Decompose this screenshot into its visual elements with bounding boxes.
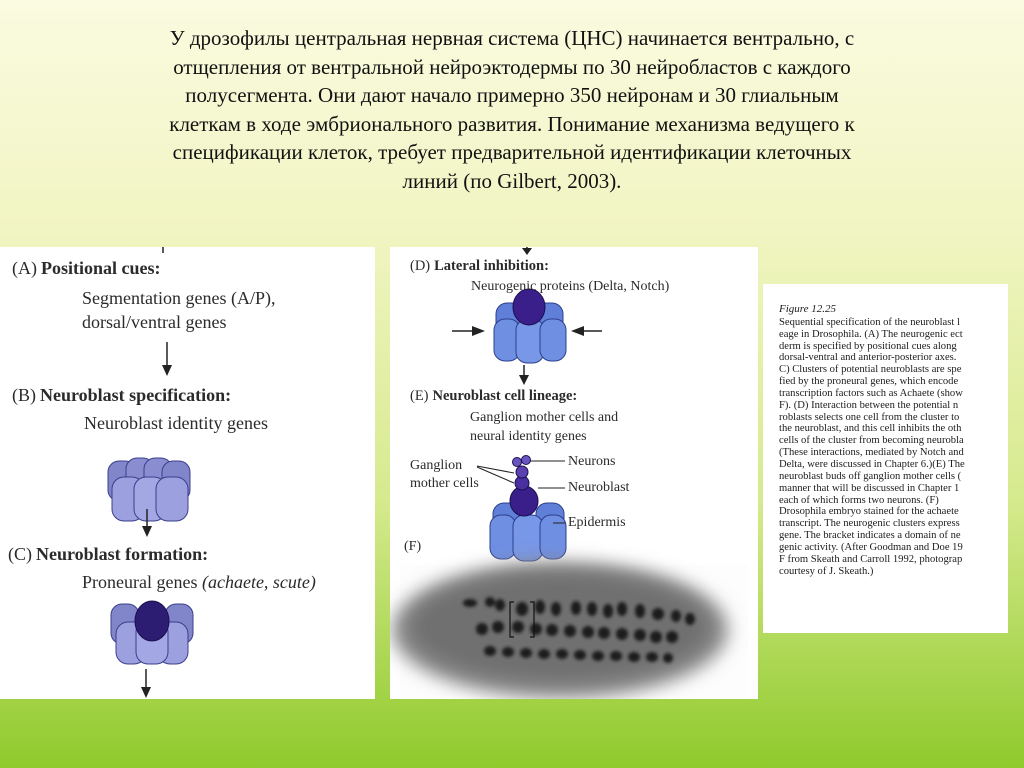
caption-line: genic activity. (After Goodman and Doe 19	[779, 541, 963, 553]
caption-line: gene. The bracket indicates a domain of ne	[779, 530, 961, 542]
arrow-c-down	[141, 669, 151, 698]
caption-line: neuroblast buds off ganglion mother cells (	[779, 470, 962, 482]
intro-line: полусегмента. Они дают начало примерно 350 нейронам и 30 глиальным	[185, 83, 839, 107]
caption-title: Figure 12.25	[779, 303, 837, 315]
panel-a-title: Positional cues:	[41, 258, 161, 278]
label-ganglion-1: Ganglion	[410, 458, 463, 473]
caption-line: F from Skeath and Carroll 1992, photograp	[779, 553, 963, 565]
panel-c-tag: (C)	[8, 544, 32, 564]
panel-c-line	[82, 572, 316, 593]
panel-c-title: Neuroblast formation:	[36, 544, 209, 564]
caption-line: (These interactions, mediated by Notch and	[779, 447, 964, 459]
cell-cluster-c	[111, 601, 193, 664]
panel-f-tag: (F)	[404, 539, 422, 554]
panel-b-line: Neuroblast identity genes	[84, 413, 268, 433]
intro-line: У дрозофилы центральная нервная система (ЦНС) начинается вентрально, с	[169, 26, 855, 50]
panel-b-heading	[12, 385, 231, 406]
panel-c-text: Proneural genes	[82, 572, 202, 592]
dark-neuroblast-cell	[135, 601, 169, 641]
caption-line: eage in Drosophila. (A) The neurogenic ect	[779, 328, 963, 340]
caption-line: derm is specified by positional cues along	[779, 340, 957, 352]
caption-line: each of which forms two neurons. (F)	[779, 494, 939, 506]
figure-panel-abc	[0, 247, 375, 699]
embryo-photo	[392, 562, 748, 698]
panel-d-title: Lateral inhibition:	[434, 258, 549, 274]
caption-line: Delta, were discussed in Chapter 6.)(E) The	[779, 458, 965, 470]
panel-e-line: Ganglion mother cells and	[470, 410, 619, 425]
panel-e-tag: (E)	[410, 388, 429, 404]
panel-a-heading	[12, 258, 161, 279]
panel-d-line: Neurogenic proteins (Delta, Notch)	[471, 279, 670, 294]
label-ganglion-2: mother cells	[410, 476, 479, 491]
cell-cluster-b	[108, 458, 190, 521]
caption-line: fied by the proneural genes, which encode	[779, 376, 959, 388]
cell-cluster-d	[452, 289, 602, 363]
arrow-a-to-b	[162, 342, 172, 376]
intro-line: клеткам в ходе эмбрионального развития. Понимание механизма ведущего к	[169, 111, 855, 136]
panel-b-title: Neuroblast specification:	[40, 385, 232, 405]
cell-lineage-e	[477, 456, 566, 562]
caption-line: C) Clusters of potential neuroblasts are spe	[779, 364, 962, 376]
caption-line: cells of the cluster from becoming neurobla	[779, 435, 964, 447]
panel-e-heading	[410, 388, 577, 405]
panel-d-tag: (D)	[410, 258, 431, 274]
intro-line: спецификации клеток, требует предварительной идентификации клеточных	[172, 140, 852, 164]
panel-d-heading	[410, 258, 549, 275]
figure-caption	[779, 304, 1008, 577]
intro-paragraph	[70, 24, 954, 195]
label-neuroblast: Neuroblast	[568, 480, 630, 495]
arrow-d-to-e	[519, 365, 529, 385]
caption-line: transcription factors such as Achaete (show	[779, 387, 963, 399]
panel-c-heading	[8, 544, 208, 565]
panel-e-title: Neuroblast cell lineage:	[432, 388, 578, 404]
panel-a-line: Segmentation genes (A/P),	[82, 288, 276, 308]
caption-line: manner that will be discussed in Chapter 1	[779, 482, 960, 494]
caption-line: transcript. The neurogenic clusters express	[779, 518, 960, 530]
arrow-top-stub	[522, 247, 532, 255]
intro-line: отщепления от вентральной нейроэктодермы по 30 нейробластов с каждого	[173, 54, 851, 79]
intro-line: линий (по Gilbert, 2003).	[402, 168, 622, 193]
caption-line: F). (D) Interaction between the potential n	[779, 399, 959, 411]
figure-panel-def	[390, 247, 758, 699]
panel-a-tag: (A)	[12, 258, 37, 278]
caption-line: Sequential specification of the neuroblast l	[779, 316, 960, 328]
figure-caption-panel	[763, 284, 1008, 633]
label-neurons: Neurons	[568, 454, 616, 469]
caption-line: courtesy of J. Skeath.)	[779, 565, 874, 577]
panel-e-line: neural identity genes	[470, 429, 587, 444]
caption-line: roblasts selects one cell from the cluster to	[779, 411, 960, 423]
caption-line: the neuroblast, and this cell inhibits the oth	[779, 423, 962, 435]
label-epidermis: Epidermis	[568, 515, 626, 530]
panel-c-italic: (achaete, scute)	[201, 572, 316, 592]
panel-a-line: dorsal/ventral genes	[82, 312, 227, 332]
caption-line: dorsal-ventral and anterior-posterior axes.	[779, 352, 957, 364]
caption-line: Drosophila embryo stained for the achaete	[779, 506, 959, 518]
panel-b-tag: (B)	[12, 385, 36, 405]
